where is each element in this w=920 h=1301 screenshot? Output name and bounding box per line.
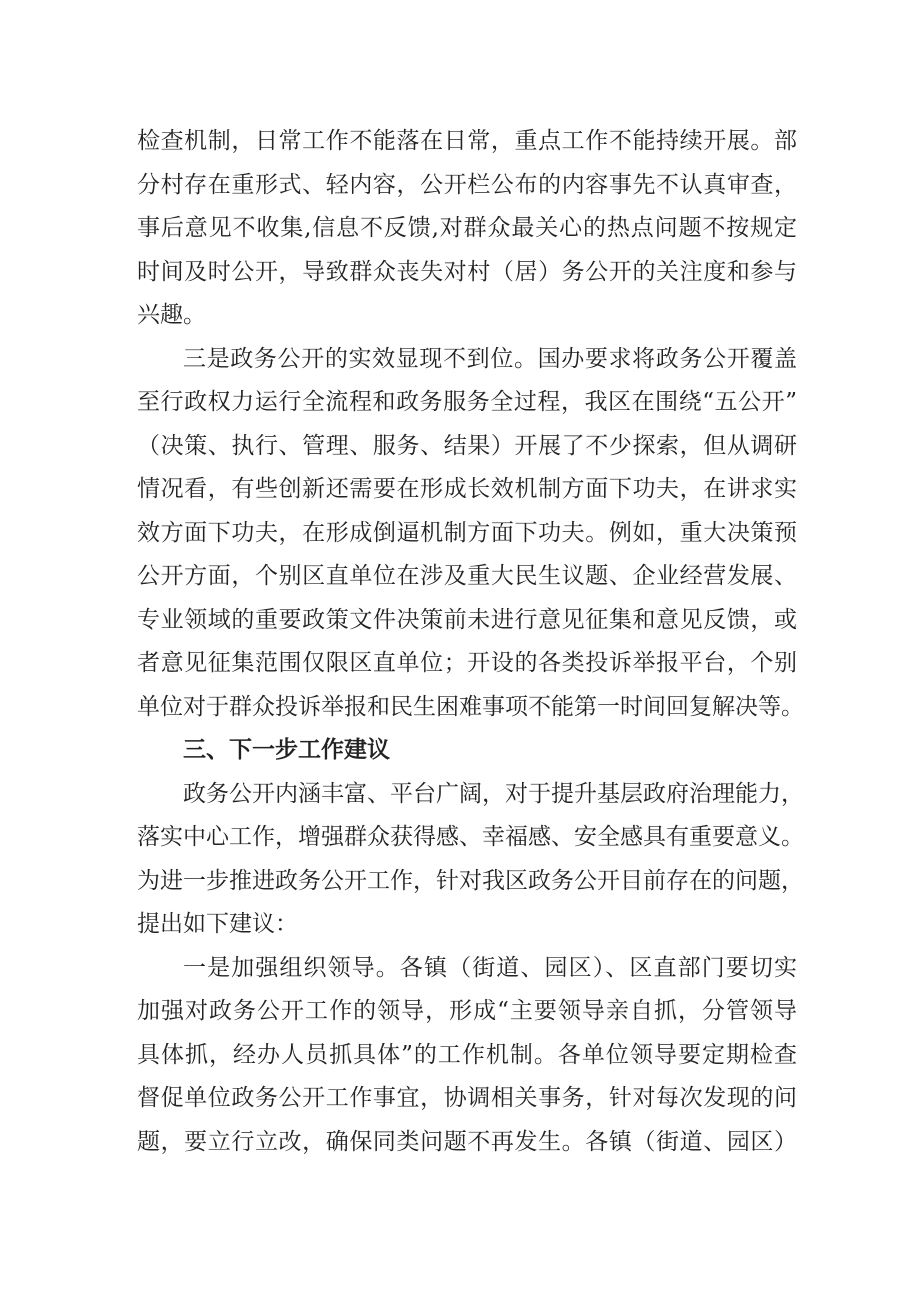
text-line: 检查机制，日常工作不能落在日常，重点工作不能持续开展。部: [137, 128, 797, 154]
paragraph-checking-mechanism: [137, 120, 797, 338]
text-line: （决策、执行、管理、服务、结果）开展了不少探索，但从调研: [137, 432, 797, 459]
text-line: 公开方面，个别区直单位在涉及重大民生议题、企业经营发展、: [137, 563, 797, 589]
text-line: 专业领域的重要政策文件决策前未进行意见征集和意见反馈，或: [137, 606, 797, 633]
paragraph-suggestions-intro: [137, 773, 804, 947]
text-line: 事后意见不收集,信息不反馈,对群众最关心的热点问题不按规定: [137, 215, 797, 241]
text-line: 至行政权力运行全流程和政务服务全过程，我区在围绕“五公开”: [137, 389, 797, 415]
text-line: 落实中心工作，增强群众获得感、幸福感、安全感具有重要意义。: [137, 824, 804, 850]
text-line: 分村存在重形式、轻内容，公开栏公布的内容事先不认真审查，: [137, 171, 797, 198]
text-line: 政务公开内涵丰富、平台广阔，对于提升基层政府治理能力，: [183, 780, 804, 807]
text-line: 三是政务公开的实效显现不到位。国办要求将政务公开覆盖: [183, 345, 797, 372]
text-line: 具体抓，经办人员抓具体”的工作机制。各单位领导要定期检查: [137, 1041, 797, 1068]
text-line: 一是加强组织领导。各镇（街道、园区）、区直部门要切实: [183, 954, 797, 981]
paragraph-organization-leadership: [137, 947, 797, 1165]
document-body: [137, 120, 804, 1164]
text-line: 单位对于群众投诉举报和民生困难事项不能第一时间回复解决等。: [137, 693, 804, 720]
text-line: 效方面下功夫，在形成倒逼机制方面下功夫。例如，重大决策预: [137, 519, 797, 546]
paragraph-effectiveness: [137, 338, 804, 730]
section-heading: 三、下一步工作建议: [183, 737, 390, 763]
text-line: 为进一步推进政务公开工作，针对我区政务公开目前存在的问题，: [137, 867, 804, 894]
text-line: 兴趣。: [137, 302, 206, 328]
text-line: 情况看，有些创新还需要在形成长效机制方面下功夫，在讲求实: [137, 476, 797, 502]
text-line: 时间及时公开，导致群众丧失对村（居）务公开的关注度和参与: [137, 258, 797, 285]
text-line: 题，要立行立改，确保同类问题不再发生。各镇（街道、园区）: [137, 1128, 797, 1155]
text-line: 提出如下建议：: [137, 911, 298, 937]
text-line: 者意见征集范围仅限区直单位；开设的各类投诉举报平台，个别: [137, 650, 797, 676]
text-line: 加强对政务公开工作的领导，形成“主要领导亲自抓，分管领导: [137, 998, 797, 1024]
text-line: 督促单位政务公开工作事宜，协调相关事务，针对每次发现的问: [137, 1085, 797, 1111]
